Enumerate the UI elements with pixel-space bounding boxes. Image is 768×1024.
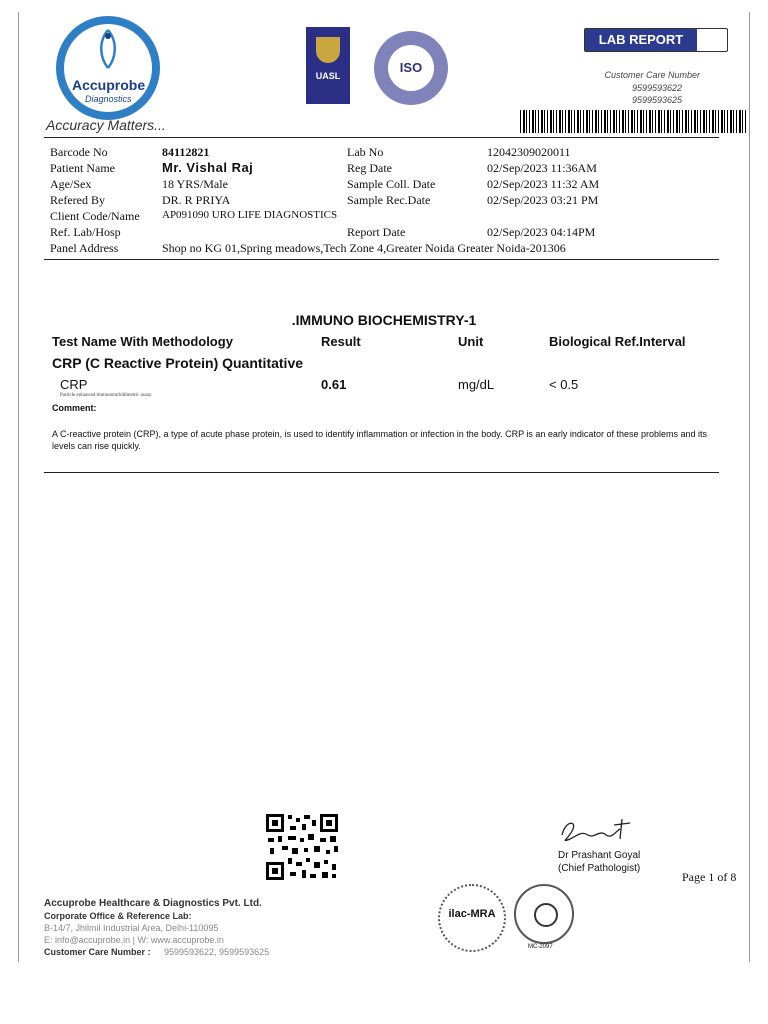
footer-address: B-14/7, Jhilmil Industrial Area, Delhi-110095 bbox=[44, 923, 219, 933]
footer-care-numbers: 9599593622, 9599593625 bbox=[164, 947, 270, 957]
tagline: Accuracy Matters... bbox=[46, 117, 166, 133]
lab-report-tag bbox=[584, 28, 728, 52]
refered-by-value: DR. R PRIYA bbox=[162, 193, 231, 207]
sample-rec-value: 02/Sep/2023 03:21 PM bbox=[487, 193, 599, 207]
barcode-label: Barcode No bbox=[50, 145, 108, 159]
client-code-value: AP091090 URO LIFE DIAGNOSTICS bbox=[162, 209, 338, 221]
logo-mark-icon bbox=[92, 28, 124, 70]
qr-code bbox=[264, 812, 340, 882]
col-unit: Unit bbox=[458, 334, 484, 349]
lab-no-value: 12042309020011 bbox=[487, 145, 571, 159]
patient-name-value: Mr. Vishal Raj bbox=[162, 160, 254, 175]
logo-sub: Diagnostics bbox=[85, 94, 132, 104]
signatory-name: Dr Prashant Goyal bbox=[558, 850, 641, 861]
test-result: 0.61 bbox=[321, 377, 347, 392]
lab-no-label: Lab No bbox=[347, 145, 384, 159]
logo-name: Accuprobe bbox=[72, 77, 146, 93]
footer-company: Accuprobe Healthcare & Diagnostics Pvt. Ltd. bbox=[44, 898, 262, 909]
age-sex-label: Age/Sex bbox=[50, 177, 92, 191]
sample-rec-label: Sample Rec.Date bbox=[347, 193, 431, 207]
reg-date-value: 02/Sep/2023 11:36AM bbox=[487, 161, 597, 175]
lab-report-label: LAB REPORT bbox=[585, 29, 697, 51]
test-method: Particle enhanced immunoturbidimetric assay. bbox=[60, 393, 153, 398]
customer-care-number-2: 9599593625 bbox=[631, 95, 682, 105]
col-result: Result bbox=[321, 334, 361, 349]
page-border bbox=[18, 12, 750, 962]
ilac-seal bbox=[438, 884, 506, 952]
page-number: Page 1 of 8 bbox=[682, 870, 737, 884]
client-code-label: Client Code/Name bbox=[50, 209, 140, 223]
barcode bbox=[520, 110, 746, 133]
patient-name-label: Patient Name bbox=[50, 161, 115, 175]
panel-address-value: Shop no KG 01,Spring meadows,Tech Zone 4,Greater Noida Greater Noida-201306 bbox=[162, 241, 566, 255]
report-date-label: Report Date bbox=[347, 225, 406, 239]
uasl-badge bbox=[306, 27, 350, 104]
signatory-title: (Chief Pathologist) bbox=[558, 863, 641, 874]
reg-date-label: Reg Date bbox=[347, 161, 392, 175]
customer-care-title: Customer Care Number bbox=[604, 70, 700, 80]
test-ref-interval: < 0.5 bbox=[549, 377, 579, 392]
comment-text: A C-reactive protein (CRP), a type of acute phase protein, is used to identify inflammation or infection in the body. CRP is an early indicator of these problems and its levels can rise quickly. bbox=[52, 429, 708, 451]
star-icon bbox=[534, 903, 558, 927]
signature bbox=[556, 815, 636, 849]
iso-badge bbox=[374, 31, 448, 105]
ref-lab-label: Ref. Lab/Hosp bbox=[50, 225, 121, 239]
barcode-value: 84112821 bbox=[162, 145, 210, 159]
comment-label: Comment: bbox=[52, 403, 97, 413]
sample-coll-value: 02/Sep/2023 11:32 AM bbox=[487, 177, 600, 191]
uasl-text: UASL bbox=[315, 71, 341, 81]
panel-address-label: Panel Address bbox=[50, 241, 119, 255]
refered-by-label: Refered By bbox=[50, 193, 105, 207]
section-title: .IMMUNO BIOCHEMISTRY-1 bbox=[291, 312, 477, 328]
iso-text: ISO bbox=[388, 45, 434, 91]
ilac-text: ilac-MRA bbox=[448, 908, 496, 920]
header-divider bbox=[44, 137, 719, 138]
col-ref-interval: Biological Ref.Interval bbox=[549, 334, 686, 349]
footer-contact: E: info@accuprobe.in | W: www.accuprobe.in bbox=[44, 935, 224, 945]
test-name: CRP bbox=[60, 377, 88, 392]
footer-office: Corporate Office & Reference Lab: bbox=[44, 911, 192, 921]
sample-coll-label: Sample Coll. Date bbox=[347, 177, 436, 191]
info-divider bbox=[44, 259, 719, 260]
age-sex-value: 18 YRS/Male bbox=[162, 177, 228, 191]
mc-number: MC-2097 bbox=[528, 944, 553, 950]
customer-care-number-1: 9599593622 bbox=[631, 83, 682, 93]
footer-care-label: Customer Care Number : bbox=[44, 947, 151, 957]
test-unit: mg/dL bbox=[458, 377, 495, 392]
panel-title: CRP (C Reactive Protein) Quantitative bbox=[52, 355, 304, 371]
col-test-name: Test Name With Methodology bbox=[52, 334, 233, 349]
report-date-value: 02/Sep/2023 04:14PM bbox=[487, 225, 596, 239]
nabl-seal bbox=[514, 884, 574, 944]
report-end-divider bbox=[44, 472, 719, 473]
shield-icon bbox=[316, 37, 340, 63]
